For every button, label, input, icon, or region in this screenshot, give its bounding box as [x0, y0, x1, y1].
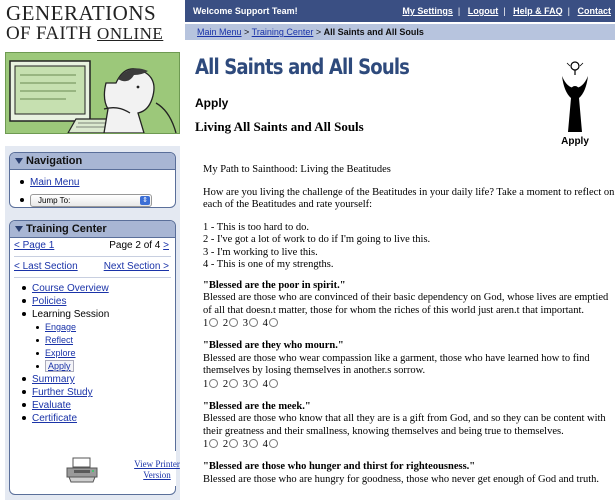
bullet-icon: [36, 352, 39, 355]
training-center-list: [10, 278, 175, 425]
scale-item: 2 - I've got a lot of work to do if I'm going to live this.: [203, 234, 431, 245]
section-label: Apply: [195, 96, 229, 110]
sub-item-engage: [36, 321, 175, 334]
course-overview-link[interactable]: Course Overview: [32, 283, 109, 294]
rating-label: 3: [242, 378, 248, 390]
breadcrumb-main-menu[interactable]: Main Menu: [197, 27, 242, 37]
explore-link[interactable]: Explore: [45, 348, 76, 358]
intro-text: How are you living the challenge of the Beatitudes in your daily life? Take a moment to reflect on each of the Beatitudes and rate yourself:: [203, 186, 615, 210]
jump-to-select[interactable]: [30, 194, 152, 207]
certificate-link[interactable]: Certificate: [32, 413, 78, 424]
beatitude-text: Blessed are those who are hungry for goodness, those who never get enough of God and truth.: [203, 473, 599, 485]
summary-link[interactable]: Summary: [32, 374, 75, 385]
navigation-header[interactable]: [10, 153, 175, 170]
tc-sub-list-wrapper: [22, 321, 175, 373]
collapse-arrow-icon[interactable]: [15, 158, 23, 164]
breadcrumb-current: All Saints and All Souls: [323, 27, 424, 37]
rating-label: 1: [203, 378, 209, 390]
tc-item-summary: [22, 373, 175, 386]
link-separator: |: [503, 6, 506, 16]
reflect-link[interactable]: Reflect: [45, 335, 74, 345]
rating-label: 4: [262, 378, 268, 390]
link-separator: |: [567, 6, 570, 16]
rating-label: 3: [242, 439, 248, 450]
breadcrumb-training-center[interactable]: Training Center: [251, 27, 314, 37]
rating-option: [223, 378, 239, 392]
further-study-link[interactable]: Further Study: [32, 387, 93, 398]
rating-option: [203, 438, 219, 452]
rating-option: [243, 378, 259, 392]
header-illustration: [5, 52, 180, 134]
contact-link[interactable]: Contact: [577, 6, 611, 16]
beatitude-text: Blessed are those who wear compassion like a garment, those who have learned how to find themselves by losing themselves in another.s sorrow.: [203, 352, 590, 376]
rating-label: 1: [203, 439, 209, 450]
tc-item-evaluate: [22, 399, 175, 412]
apply-link-current[interactable]: Apply: [45, 360, 74, 372]
top-links: [402, 0, 611, 22]
bullet-icon: [20, 198, 24, 202]
breadcrumb-separator: >: [244, 27, 250, 37]
beatitude-quote: "Blessed are they who mourn.": [203, 340, 344, 351]
beatitude-quote: "Blessed are those who hunger and thirst for righteousness.": [203, 461, 476, 472]
rating-radio[interactable]: [209, 439, 218, 448]
rating-radio[interactable]: [269, 379, 278, 388]
rating-label: 2: [222, 378, 229, 390]
learning-session-label: Learning Session: [32, 309, 110, 320]
help-faq-link[interactable]: Help & FAQ: [513, 6, 563, 16]
collapse-arrow-icon[interactable]: [15, 226, 23, 232]
rating-option: [263, 317, 279, 331]
rating-option: [263, 438, 279, 452]
rating-group-1: [203, 317, 615, 331]
rating-radio[interactable]: [249, 379, 258, 388]
bullet-icon: [36, 365, 39, 368]
rating-option: [203, 378, 219, 392]
printer-version-area: [51, 451, 180, 486]
nav-item-jump-to: [20, 193, 175, 208]
scale-item: 1 - This is too hard to do.: [203, 221, 309, 233]
tc-item-course-overview: [22, 282, 175, 295]
prev-page-link[interactable]: < Page 1: [14, 240, 55, 251]
bullet-icon: [22, 377, 26, 381]
bullet-icon: [22, 390, 26, 394]
logo-line-2: [6, 24, 185, 43]
rating-group-2: [203, 378, 615, 392]
bullet-icon: [22, 299, 26, 303]
rating-radio[interactable]: [249, 318, 258, 327]
sub-item-reflect: [36, 334, 175, 347]
rating-radio[interactable]: [229, 318, 238, 327]
tc-item-certificate: [22, 412, 175, 425]
scale-item: 3 - I'm working to live this.: [203, 246, 318, 258]
section-pager: [10, 259, 175, 275]
rating-radio[interactable]: [269, 318, 278, 327]
rating-option: [243, 438, 259, 452]
sub-item-explore: [36, 347, 175, 360]
left-panel: [5, 146, 180, 500]
beatitude-text: Blessed are those who know that all they are is a gift from God, and so they can be content with their greatness and their smallness, knowing themselves and being true to themselves.: [203, 413, 606, 437]
sub-item-apply: [36, 360, 175, 373]
spacer: [203, 331, 615, 340]
rating-label: 4: [262, 439, 268, 450]
bullet-icon: [22, 416, 26, 420]
logo-online: ONLINE: [97, 24, 164, 43]
breadcrumb-separator: >: [315, 27, 322, 37]
divider: [14, 256, 171, 257]
print-link-line-2: Version: [143, 470, 171, 480]
training-center-header[interactable]: [10, 221, 175, 238]
training-center-title: Training Center: [26, 223, 107, 235]
page-status-text: Page 2 of 4: [109, 240, 161, 251]
rating-group-3: [203, 438, 615, 452]
beatitude-quote: "Blessed are the poor in spirit.": [203, 279, 346, 291]
next-page-link[interactable]: >: [163, 240, 169, 251]
left-column: [0, 0, 185, 500]
rating-radio[interactable]: [249, 439, 258, 448]
rating-radio[interactable]: [209, 379, 218, 388]
tc-item-learning-session: [22, 308, 175, 321]
rating-option: [223, 438, 239, 452]
raised-hands-figure-icon: [555, 60, 595, 132]
tc-item-further-study: [22, 386, 175, 399]
last-section-link[interactable]: < Last Section: [14, 261, 78, 272]
tc-item-policies: [22, 295, 175, 308]
bullet-icon: [36, 326, 39, 329]
top-bar: [185, 0, 615, 22]
welcome-message: Welcome Support Team!: [193, 6, 298, 16]
page-status: [109, 238, 169, 254]
my-settings-link[interactable]: My Settings: [402, 6, 453, 16]
logo-line-1: GENERATIONS: [6, 1, 157, 25]
spacer: [203, 212, 615, 222]
evaluate-link[interactable]: Evaluate: [32, 400, 71, 411]
learning-session-sublist: [22, 321, 175, 373]
beatitude-text: Blessed are those who are convinced of their basic dependency on God, whose lives are emptied of all that doesn.t matter, those for whom the riches of this world just aren.t that important.: [203, 292, 609, 316]
rating-radio[interactable]: [209, 318, 218, 327]
spacer: [203, 177, 615, 187]
rating-radio[interactable]: [229, 379, 238, 388]
rating-label: 2: [222, 318, 229, 329]
engage-link[interactable]: Engage: [45, 322, 77, 332]
bullet-icon: [22, 403, 26, 407]
bullet-icon: [20, 180, 24, 184]
site-logo[interactable]: [0, 0, 185, 45]
main-menu-link[interactable]: Main Menu: [30, 177, 80, 188]
rating-radio[interactable]: [229, 439, 238, 448]
spacer: [203, 452, 615, 461]
rating-option: [263, 378, 279, 392]
navigation-title: Navigation: [26, 155, 83, 167]
person-at-computer-illustration: [6, 53, 180, 134]
rating-label: 2: [222, 439, 229, 450]
view-printer-version-link[interactable]: [127, 459, 187, 481]
breadcrumb: [185, 24, 615, 40]
main-content: [185, 40, 615, 500]
rating-option: [203, 317, 219, 331]
spacer: [203, 272, 615, 280]
bullet-icon: [22, 286, 26, 290]
bullet-icon: [22, 312, 26, 316]
select-arrows-icon: ⇕: [140, 196, 150, 205]
next-section-link[interactable]: Next Section >: [103, 261, 169, 272]
beatitude-quote: "Blessed are the meek.": [203, 400, 311, 412]
rating-radio[interactable]: [269, 439, 278, 448]
policies-link[interactable]: Policies: [32, 296, 67, 307]
jump-to-label: Jump To:: [38, 195, 71, 205]
link-separator: |: [457, 6, 461, 16]
nav-item-main-menu: [20, 175, 175, 193]
rating-label: 4: [262, 318, 268, 329]
navigation-box: [9, 152, 176, 208]
logo-of-faith: OF FAITH: [6, 23, 92, 44]
rating-label: 1: [203, 318, 209, 329]
page-subtitle: Living All Saints and All Souls: [195, 119, 364, 134]
spacer: [203, 392, 615, 401]
bullet-icon: [36, 339, 39, 342]
page-title: All Saints and All Souls: [195, 55, 410, 79]
apply-caption: Apply: [561, 136, 589, 147]
rating-option: [243, 317, 259, 331]
intro-heading: My Path to Sainthood: Living the Beatitudes: [203, 164, 391, 175]
printer-icon[interactable]: [65, 457, 99, 483]
rating-option: [223, 317, 239, 331]
rating-label: 3: [242, 318, 248, 329]
logout-link[interactable]: Logout: [467, 6, 499, 16]
scale-item: 4 - This is one of my strengths.: [203, 259, 334, 270]
print-link-line-1: View Printer: [134, 459, 180, 469]
article-body: [203, 164, 615, 486]
page-pager: [10, 238, 175, 254]
